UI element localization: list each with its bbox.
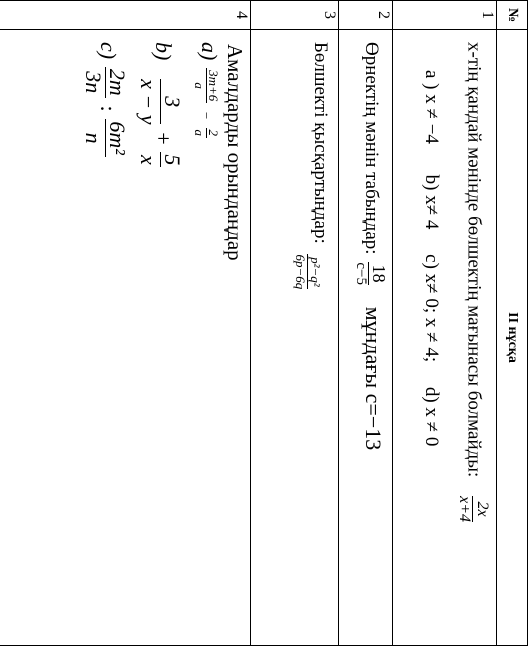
task-content: [393, 30, 497, 646]
fraction-numerator: p²−q²: [307, 254, 322, 289]
option-d: d) x ≠ 0: [421, 386, 443, 447]
task-row-4: [0, 1, 251, 646]
fraction-numerator: 6m²: [104, 121, 130, 155]
fraction-numerator: 18: [368, 262, 388, 285]
item-label: c): [95, 42, 121, 60]
fraction: [137, 79, 184, 124]
task-content: [251, 30, 339, 646]
fraction-denominator: 3n: [80, 71, 106, 94]
variant-title: II нұсқа: [497, 30, 528, 646]
fraction-numerator: 2: [206, 129, 222, 137]
fraction-numerator: 2m: [104, 68, 130, 96]
task-row-3: [251, 1, 339, 646]
fraction-numerator: 5: [160, 154, 186, 166]
operator: +: [151, 132, 177, 145]
task-number: 2: [339, 1, 393, 30]
answer-options: [421, 42, 442, 645]
item-label: b): [151, 42, 177, 61]
fraction: [137, 152, 184, 167]
question-text: Амалдарды орындаңдар: [223, 44, 247, 261]
question-text: Өрнектің мәнін табыңдар:: [360, 42, 382, 255]
option-c: c) x≠ 0; x ≠ 4;: [421, 254, 443, 363]
condition-text: мұндағы c=−13: [360, 306, 386, 451]
fraction-denominator: x+4: [456, 496, 474, 522]
fraction-denominator: a: [191, 82, 207, 89]
fraction-denominator: x − y: [136, 79, 162, 125]
fraction-numerator: 2x: [472, 496, 490, 522]
task-number: 1: [393, 1, 497, 30]
fraction-numerator: 3: [160, 79, 184, 124]
item-label: a): [196, 42, 222, 61]
option-b: b) x≠ 4: [421, 174, 443, 230]
fraction-numerator: 3m+6: [206, 70, 222, 102]
fraction: [192, 68, 220, 103]
operator: :: [95, 105, 121, 112]
task-row-1: [393, 1, 497, 646]
fraction: [82, 67, 129, 98]
fraction: [294, 254, 322, 289]
fraction-denominator: x: [136, 154, 162, 165]
fraction-denominator: a: [191, 129, 207, 137]
fraction: [352, 262, 388, 285]
fraction-denominator: 6p−6q: [293, 254, 309, 290]
operator: −: [198, 111, 214, 120]
header-row: [497, 1, 528, 646]
expression-c: [82, 42, 129, 645]
task-number: 4: [0, 1, 251, 30]
fraction: [82, 119, 129, 156]
task-content: [339, 30, 393, 646]
task-row-2: [339, 1, 393, 646]
fraction-denominator: n: [80, 132, 106, 144]
option-a: a ) x ≠ −4: [421, 70, 443, 144]
number-header: №: [497, 1, 528, 30]
fraction: [455, 496, 490, 522]
expression-b: [137, 42, 184, 645]
question-text: x-тің қандай мәнінде бөлшектің мағынасы болмайды:: [463, 42, 485, 478]
task-content: [0, 30, 251, 646]
fraction: [192, 128, 220, 139]
question-text: Бөлшекті қысқартыңдар:: [310, 42, 331, 244]
expression-a: [192, 42, 221, 645]
fraction-denominator: c−5: [353, 262, 370, 285]
task-number: 3: [251, 1, 339, 30]
